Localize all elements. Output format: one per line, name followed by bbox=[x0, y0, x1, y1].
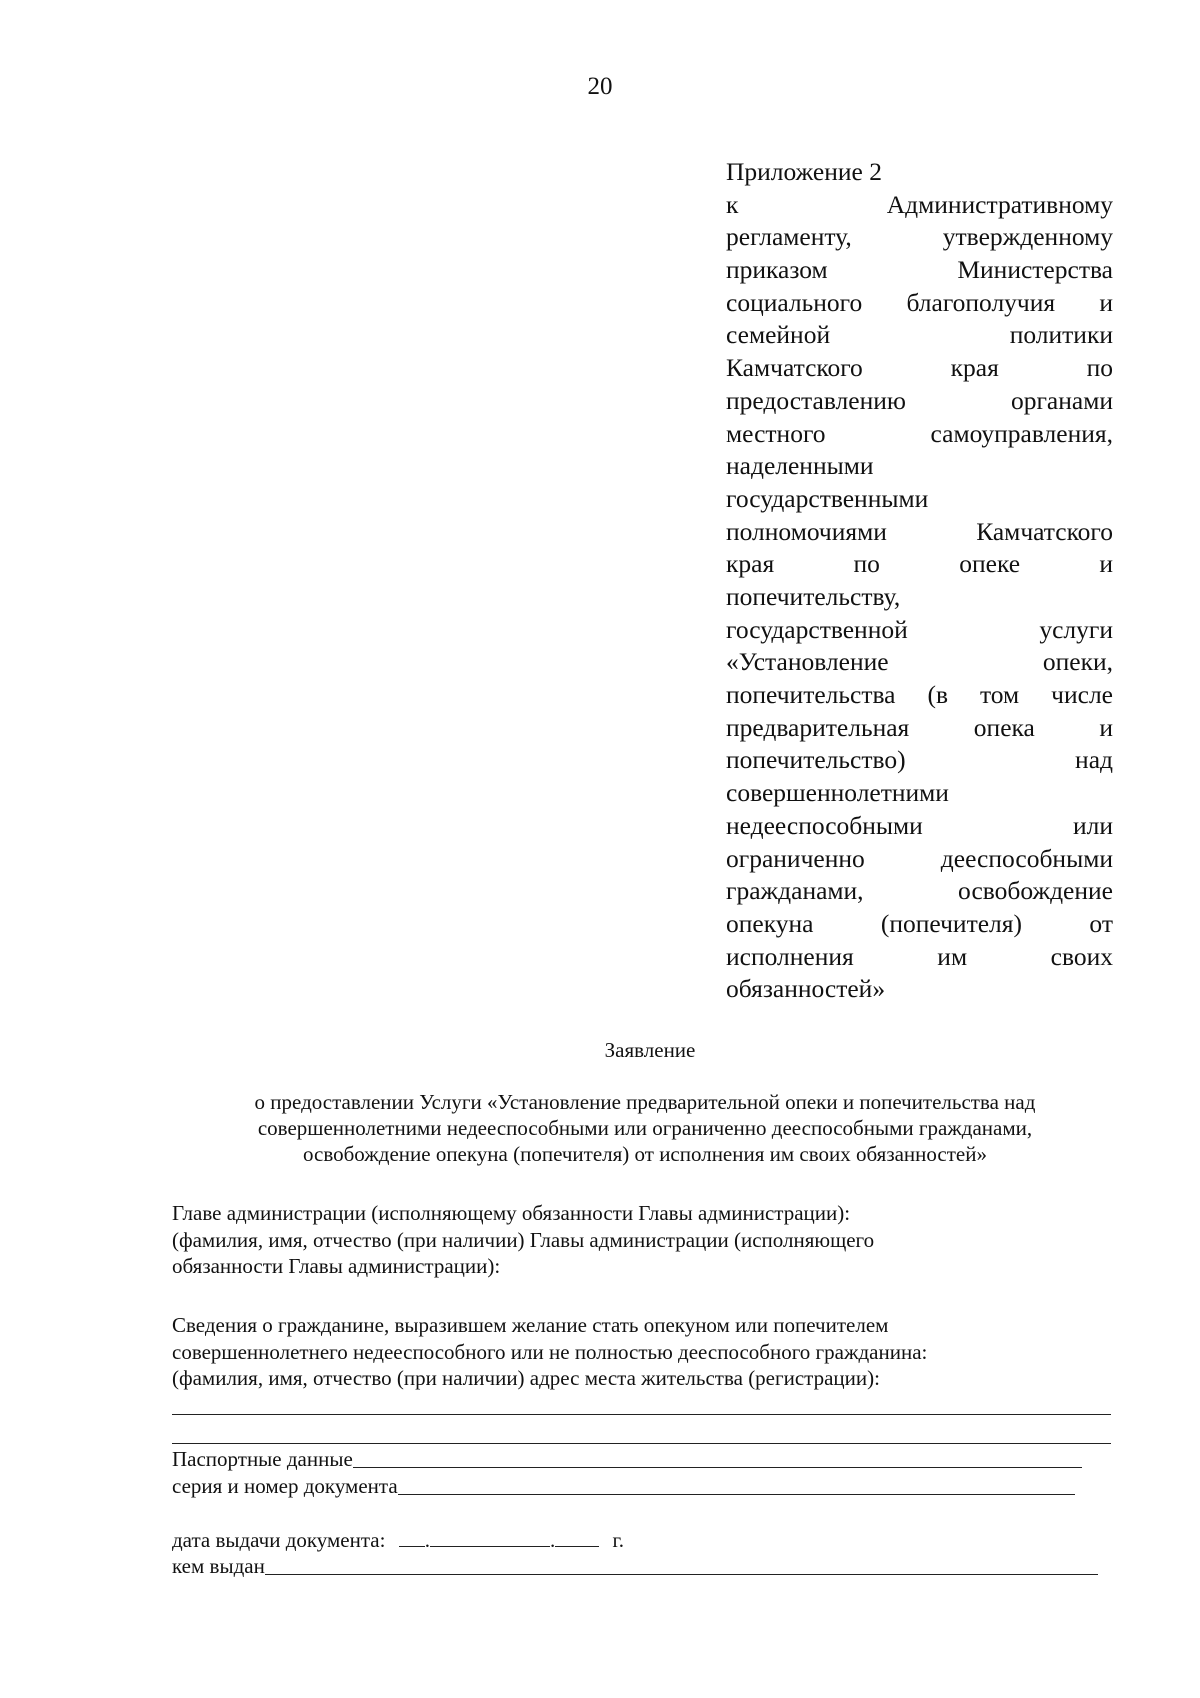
appendix-line: попечительство) над bbox=[726, 745, 1113, 775]
issue-day-input-line[interactable] bbox=[399, 1528, 425, 1547]
appendix-line: семейной политики bbox=[726, 320, 1113, 350]
appendix-line: наделенными bbox=[726, 451, 874, 481]
document-title: Заявление bbox=[604, 1038, 696, 1062]
appendix-line: местного самоуправления, bbox=[726, 418, 1113, 448]
appendix-line: приказом Министерства bbox=[726, 255, 1113, 285]
appendix-line: совершеннолетними bbox=[726, 778, 949, 808]
passport-data-input-line[interactable] bbox=[353, 1467, 1082, 1468]
issue-year-input-line[interactable] bbox=[555, 1528, 599, 1547]
appendix-line: Приложение 2 bbox=[726, 157, 882, 186]
appendix-line: государственной услуги bbox=[726, 614, 1113, 644]
document-series-number-field bbox=[172, 1473, 1075, 1499]
document-series-number-label: серия и номер документа bbox=[172, 1474, 398, 1498]
subject-line: о предоставлении Услуги «Установление предварительной опеки и попечительства над bbox=[254, 1090, 1036, 1114]
appendix-line: предварительная опека и bbox=[726, 712, 1113, 742]
appendix-line: социального благополучия и bbox=[726, 287, 1113, 317]
appendix-header bbox=[726, 156, 1113, 1006]
issue-date-separator: . bbox=[424, 1528, 430, 1552]
appendix-line: недееспособными или bbox=[726, 810, 1113, 840]
appendix-line: опекуна (попечителя) от bbox=[726, 908, 1113, 938]
issue-date-year-suffix: г. bbox=[612, 1528, 624, 1552]
appendix-line: регламенту, утвержденному bbox=[726, 222, 1113, 252]
passport-data-field bbox=[172, 1446, 1082, 1472]
addressee-block bbox=[172, 1200, 1132, 1280]
applicant-name-address-line[interactable] bbox=[172, 1443, 1111, 1444]
appendix-line: гражданами, освобождение bbox=[726, 876, 1113, 906]
application-subject bbox=[170, 1089, 1120, 1167]
issue-date-label: дата выдачи документа: bbox=[172, 1528, 386, 1552]
issue-month-input-line[interactable] bbox=[430, 1528, 550, 1547]
appendix-line: обязанностей» bbox=[726, 974, 886, 1004]
addressee-line: Главе администрации (исполняющему обязанности Главы администрации): bbox=[172, 1201, 851, 1225]
appendix-line: государственными bbox=[726, 483, 929, 513]
appendix-line: предоставлению органами bbox=[726, 385, 1113, 415]
appendix-line: «Установление опеки, bbox=[726, 647, 1113, 677]
applicant-info-block bbox=[172, 1312, 1132, 1392]
subject-line: совершеннолетними недееспособными или ограниченно дееспособными гражданами, bbox=[257, 1116, 1033, 1140]
subject-line: освобождение опекуна (попечителя) от исполнения им своих обязанностей» bbox=[302, 1142, 987, 1166]
issue-date-field bbox=[172, 1527, 624, 1553]
appendix-line: края по опеке и bbox=[726, 549, 1113, 579]
appendix-line: Камчатского края по bbox=[726, 353, 1113, 383]
appendix-line: попечительству, bbox=[726, 581, 901, 611]
appendix-line: ограниченно дееспособными bbox=[726, 843, 1113, 873]
applicant-line: Сведения о гражданине, выразившем желание стать опекуном или попечителем bbox=[172, 1313, 889, 1337]
issue-date-separator: . bbox=[549, 1528, 556, 1552]
applicant-line: (фамилия, имя, отчество (при наличии) адрес места жительства (регистрации): bbox=[172, 1366, 880, 1390]
applicant-line: совершеннолетнего недееспособного или не полностью дееспособного гражданина: bbox=[172, 1339, 928, 1364]
appendix-line: полномочиями Камчатского bbox=[726, 516, 1113, 546]
document-series-number-input-line[interactable] bbox=[398, 1494, 1075, 1495]
issued-by-field bbox=[172, 1553, 1098, 1579]
applicant-name-address-line[interactable] bbox=[172, 1414, 1111, 1415]
issued-by-input-line[interactable] bbox=[265, 1574, 1098, 1575]
page-number: 20 bbox=[587, 73, 613, 100]
passport-data-label: Паспортные данные bbox=[172, 1447, 353, 1471]
addressee-line: (фамилия, имя, отчество (при наличии) Главы администрации (исполняющего bbox=[172, 1227, 875, 1252]
appendix-line: к Административному bbox=[726, 189, 1113, 219]
issued-by-label: кем выдан bbox=[172, 1554, 265, 1578]
appendix-line: попечительства (в том числе bbox=[726, 680, 1113, 710]
addressee-line: обязанности Главы администрации): bbox=[172, 1254, 501, 1278]
appendix-line: исполнения им своих bbox=[726, 941, 1113, 971]
